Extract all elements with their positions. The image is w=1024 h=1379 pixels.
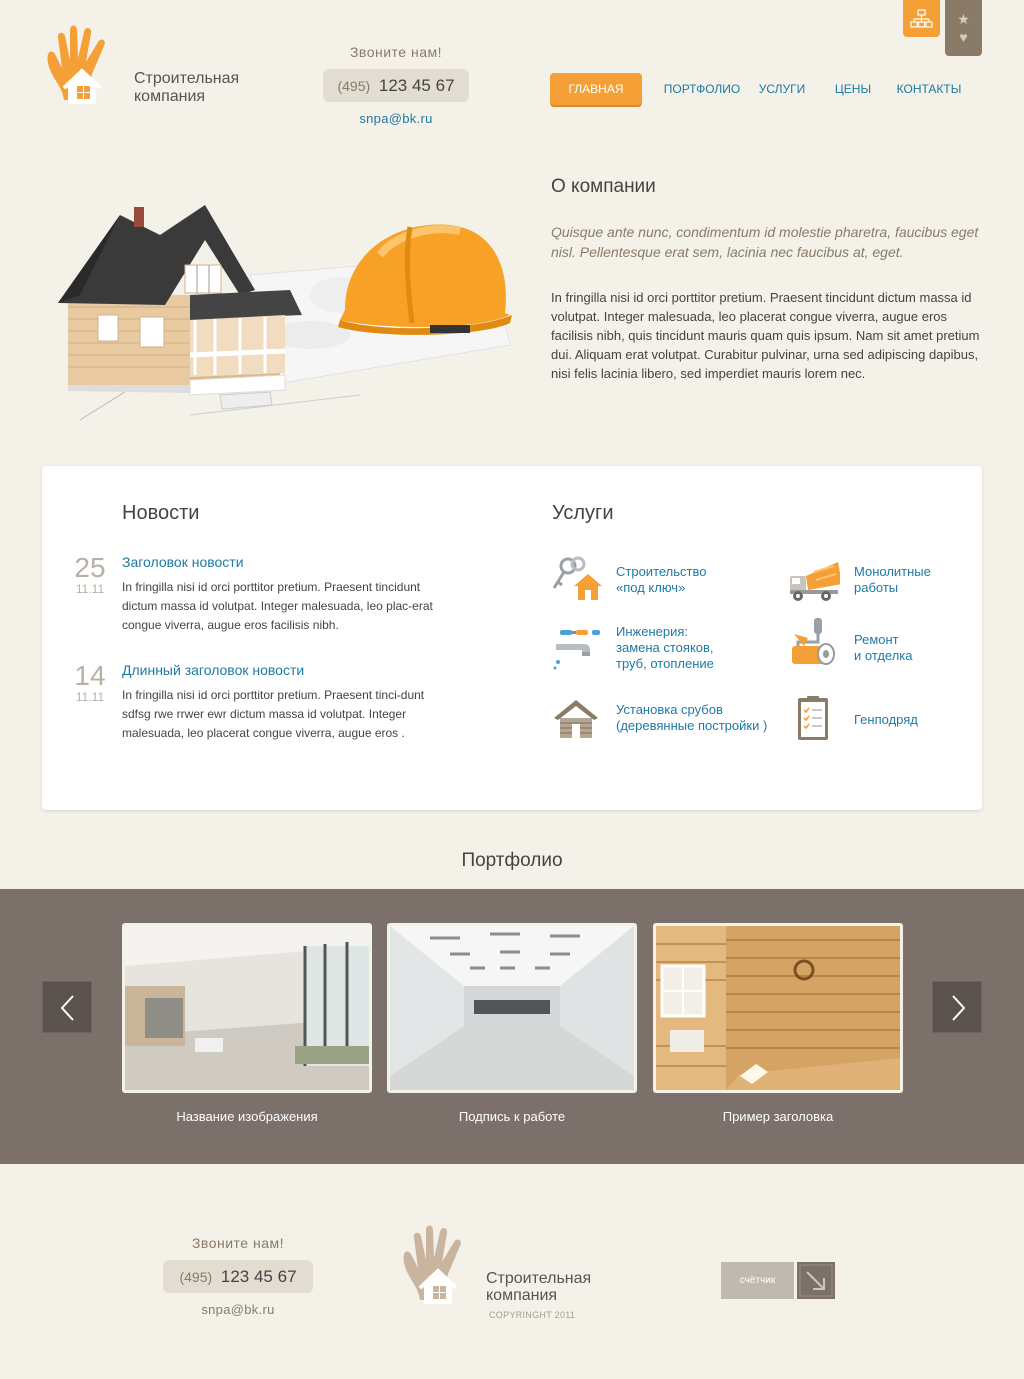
- news-headline-link[interactable]: Заголовок новости: [122, 554, 244, 570]
- company-name: [134, 70, 239, 106]
- footer-phone-number: 123 45 67: [220, 1267, 297, 1286]
- footer-call-label: Звоните нам!: [191, 1235, 285, 1251]
- news-date: [72, 662, 108, 704]
- service-label: [854, 564, 931, 596]
- copyright: COPYRINGHT 2011: [489, 1310, 576, 1320]
- news-day: 25: [74, 552, 106, 583]
- service-repair[interactable]: [788, 616, 968, 666]
- phone-number: 123 45 67: [378, 76, 455, 95]
- sitemap-icon: [903, 0, 940, 37]
- footer-company-line2: компания: [486, 1287, 558, 1304]
- hand-house-logo-icon: [44, 24, 124, 106]
- about-title: О компании: [551, 176, 656, 197]
- portfolio-caption: Название изображения: [176, 1109, 318, 1124]
- footer-phone-box[interactable]: [163, 1260, 313, 1293]
- news-month: 11.11: [75, 690, 105, 704]
- arrow-down-right-icon: [797, 1262, 835, 1299]
- service-label-line: Инженерия:: [616, 624, 689, 639]
- service-label: [616, 702, 767, 734]
- phone-box[interactable]: [323, 69, 469, 102]
- portfolio-thumb[interactable]: [122, 923, 372, 1093]
- footer-company-line1: Строительная: [486, 1270, 592, 1287]
- service-label: [854, 712, 918, 728]
- portfolio-caption: Пример заголовка: [722, 1109, 834, 1124]
- services-title: Услуги: [552, 502, 614, 524]
- service-label-line: и отделка: [854, 648, 913, 663]
- news-body: In fringilla nisi id orci porttitor pretium. Praesent tinci-dunt sdfsg rwe rrwer ewr dictum massa id volutpat. Integer malesuada, leo placerat congue viverra, augue eros .: [122, 688, 425, 740]
- news-title: Новости: [122, 502, 200, 524]
- news-body: In fringilla nisi id orci porttitor pretium. Praesent tincidunt dictum massa id volutpat. Integer malesuada, leo plac-erat congue viverra, augue eros facilisis nibh.: [122, 580, 433, 632]
- office-interior-image: [125, 926, 369, 1090]
- service-label-line: замена стояков,: [616, 640, 714, 655]
- news-item: [72, 554, 472, 644]
- news-headline-link[interactable]: Длинный заголовок новости: [122, 662, 305, 678]
- service-label-line: «под ключ»: [616, 580, 686, 595]
- house-helmet-illustration: [40, 195, 520, 425]
- service-label-line: Установка срубов: [616, 702, 723, 717]
- heart-icon[interactable]: ♥: [959, 29, 968, 45]
- service-monolithic[interactable]: [788, 554, 968, 604]
- footer-contact: [163, 1235, 313, 1317]
- news-services-panel: [42, 466, 982, 810]
- about-lead: Quisque ante nunc, condimentum id molestie pharetra, faucibus eget nisl. Pellentesque erat sem, lacinia nec faucibus at, eget.: [551, 224, 979, 260]
- service-log-houses[interactable]: [550, 694, 790, 744]
- empty-hall-image: [390, 926, 634, 1090]
- carousel-prev-button[interactable]: [42, 981, 92, 1033]
- call-label: Звоните нам!: [349, 44, 443, 60]
- news-item: [72, 662, 472, 772]
- nav-item-prices[interactable]: ЦЕНЫ: [834, 82, 872, 96]
- service-engineering[interactable]: [550, 624, 770, 674]
- footer-phone-code: (495): [179, 1269, 213, 1285]
- counter-badge[interactable]: счётчик: [721, 1262, 794, 1299]
- footer-logo: [400, 1224, 640, 1324]
- service-label: [616, 564, 706, 596]
- service-label-line: труб, отопление: [616, 656, 714, 671]
- service-label: [616, 624, 714, 672]
- header-contact: [323, 44, 469, 126]
- star-icon[interactable]: ★: [957, 11, 970, 27]
- paint-roller-icon: [788, 616, 840, 666]
- log-cabin-interior-image: [656, 926, 900, 1090]
- about-text: In fringilla nisi id orci porttitor pretium. Praesent tincidunt dictum massa id volutpat. Integer malesuada, leo placerat congue viverra, augue eros facilisis nibh, quis tincidunt mauris quam quis ipsum. Nam sit amet pretium dui. Aliquam erat volutpat. Curabitur pulvinar, urna sed adipiscing dapibus, nisi felis lacinia libero, sed imperdiet mauris lorem nec.: [551, 290, 980, 381]
- service-label-line: Ремонт: [854, 632, 899, 647]
- portfolio-thumb[interactable]: [653, 923, 903, 1093]
- news-month: 11.11: [75, 582, 105, 596]
- footer-email-link[interactable]: snpa@bk.ru: [201, 1302, 275, 1317]
- nav-item-home[interactable]: ГЛАВНАЯ: [550, 73, 642, 105]
- log-house-icon: [550, 694, 602, 744]
- hand-house-logo-icon: [400, 1224, 480, 1306]
- footer-company-name: [486, 1270, 591, 1304]
- clipboard-icon: [788, 694, 840, 744]
- service-label: [854, 632, 913, 664]
- portfolio-thumb[interactable]: [387, 923, 637, 1093]
- nav-item-services[interactable]: УСЛУГИ: [758, 82, 806, 96]
- service-label-line: (деревянные постройки ): [616, 718, 768, 733]
- service-label-line: Строительство: [616, 564, 707, 579]
- nav-item-portfolio[interactable]: ПОРТФОЛИО: [663, 82, 741, 96]
- hero-image: [40, 195, 520, 425]
- keys-house-icon: [550, 554, 602, 604]
- company-name-line2: компания: [134, 88, 206, 105]
- portfolio-title: Портфолио: [461, 850, 563, 871]
- chevron-left-icon: [43, 982, 93, 1034]
- faucet-icon: [550, 624, 602, 674]
- carousel-next-button[interactable]: [932, 981, 982, 1033]
- company-name-line1: Строительная: [134, 70, 240, 87]
- sitemap-button[interactable]: [903, 0, 940, 37]
- counter-link[interactable]: [797, 1262, 835, 1299]
- service-general-contract[interactable]: [788, 694, 968, 744]
- favorites-panel: [945, 0, 982, 56]
- nav-item-contacts[interactable]: КОНТАКТЫ: [896, 82, 962, 96]
- portfolio-carousel: [0, 889, 1024, 1164]
- chevron-right-icon: [933, 982, 983, 1034]
- email-link[interactable]: snpa@bk.ru: [359, 111, 433, 126]
- news-date: [72, 554, 108, 596]
- phone-code: (495): [337, 78, 371, 94]
- service-label-line: работы: [854, 580, 899, 595]
- service-turnkey[interactable]: [550, 554, 770, 604]
- news-day: 14: [74, 660, 106, 691]
- portfolio-caption: Подпись к работе: [458, 1109, 566, 1124]
- service-label-line: Монолитные: [854, 564, 931, 579]
- concrete-mixer-icon: [788, 554, 840, 604]
- service-label-line: Генподряд: [854, 712, 918, 727]
- logo[interactable]: [44, 24, 284, 114]
